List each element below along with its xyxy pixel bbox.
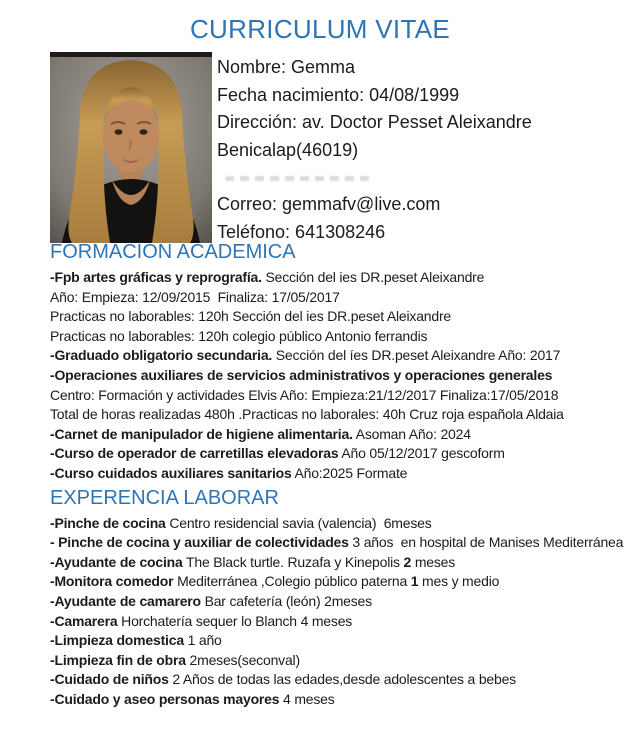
- experiencia-line: -Ayudante de cocina The Black turtle. Ruzafa y Kinepolis 2 meses: [50, 553, 456, 570]
- experiencia-line: -Limpieza fin de obra 2meses(seconval): [50, 651, 300, 668]
- experiencia-line: -Cuidado de niños 2 Años de todas las edades,desde adolescentes a bebes: [50, 671, 516, 688]
- info-telefono: Teléfono: 641308246: [217, 221, 386, 242]
- section-heading-formacion: FORMACION ACADEMICA: [50, 241, 296, 263]
- experiencia-line: -Ayudante de camarero Bar cafetería (león) 2meses: [50, 592, 372, 609]
- info-direccion-line2: Benicalap(46019): [217, 139, 359, 160]
- personal-info: [217, 54, 635, 247]
- experiencia-line: -Camarera Horchatería sequer lo Blanch 4 meses: [50, 612, 353, 629]
- cv-body: [50, 240, 636, 709]
- formacion-line: Centro: Formación y actividades Elvis Año: Empieza:21/12/2017 Finaliza:17/05/2018: [50, 386, 559, 403]
- formacion-line: Año: Empieza: 12/09/2015 Finaliza: 17/05/2017: [50, 288, 340, 305]
- experiencia-line: -Cuidado y aseo personas mayores 4 meses: [50, 690, 335, 707]
- info-direccion-line1: Dirección: av. Doctor Pesset Aleixandre: [217, 112, 532, 133]
- info-fecha-nacimiento: Fecha nacimiento: 04/08/1999: [217, 84, 460, 105]
- formacion-line: -Curso de operador de carretillas elevadoras Año 05/12/2017 gescoform: [50, 445, 505, 462]
- info-nombre: Nombre: Gemma: [217, 57, 356, 77]
- section-heading-experiencia: EXPERENCIA LABORAR: [50, 486, 279, 509]
- experiencia-line: -Limpieza domestica 1 año: [50, 632, 222, 649]
- formacion-line: -Curso cuidados auxiliares sanitarios Año:2025 Formate: [50, 464, 408, 481]
- formacion-line: -Operaciones auxiliares de servicios administrativos y operaciones generales: [50, 366, 553, 383]
- applicant-photo-image: [50, 52, 212, 243]
- experiencia-line: -Monitora comedor Mediterránea ,Colegio público paterna 1 mes y medio: [50, 573, 500, 590]
- info-correo: Correo: gemmafv@live.com: [217, 194, 441, 215]
- applicant-photo: [50, 52, 212, 243]
- page-title: CURRICULUM VITAE: [189, 14, 450, 44]
- formacion-line: Total de horas realizadas 480h .Practicas no laborales: 40h Cruz roja española Aldaia: [50, 406, 564, 423]
- experiencia-line: -Pinche de cocina Centro residencial savia (valencia) 6meses: [50, 514, 432, 531]
- formacion-line: -Carnet de manipulador de higiene alimentaria. Asoman Año: 2024: [50, 425, 471, 442]
- formacion-line: -Fpb artes gráficas y reprografía. Sección del ies DR.peset Aleixandre: [50, 269, 485, 285]
- formacion-line: Practicas no laborables: 120h Sección del ies DR.peset Aleixandre: [50, 308, 452, 325]
- formacion-line: -Graduado obligatorio secundaria. Sección del íes DR.peset Aleixandre Año: 2017: [50, 347, 561, 364]
- formacion-line: Practicas no laborables: 120h colegio público Antonio ferrandis: [50, 327, 428, 344]
- experiencia-line: - Pinche de cocina y auxiliar de colectividades 3 años en hospital de Manises Mediterránea: [50, 534, 624, 551]
- redacted-smudge: [225, 176, 371, 181]
